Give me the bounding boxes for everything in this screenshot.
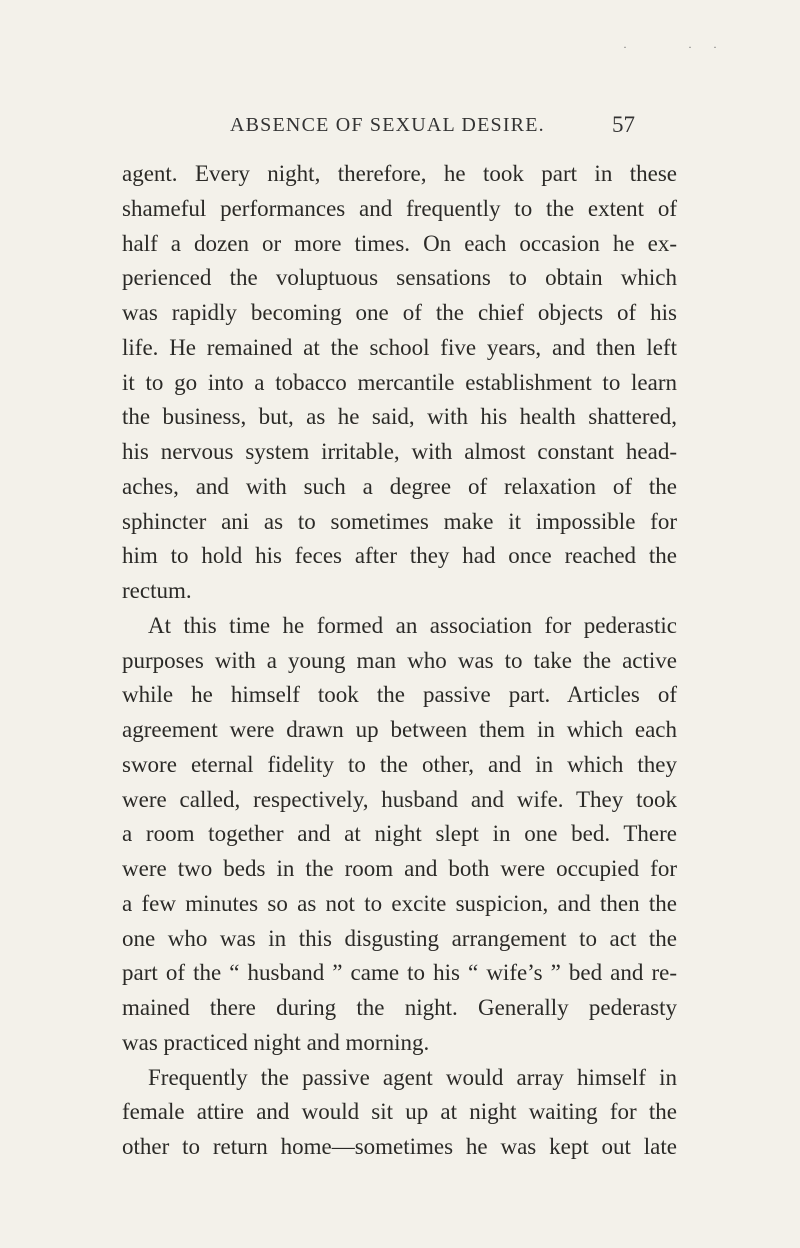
text-line: was practiced night and morning. xyxy=(122,1029,430,1055)
text-line: one who was in this disgusting arrangement to act the xyxy=(122,925,677,951)
text-line: sphincter ani as to sometimes make it impossible for xyxy=(122,508,677,534)
page-number: 57 xyxy=(612,112,635,137)
text-line: perienced the voluptuous sensations to obtain which xyxy=(122,265,677,291)
text-line: were called, respectively, husband and wife. They took xyxy=(122,786,677,812)
text-line: At this time he formed an association for pederastic xyxy=(148,612,677,638)
body-text xyxy=(122,157,677,1165)
text-line: half a dozen or more times. On each occasion he ex- xyxy=(122,230,677,256)
text-line: female attire and would sit up at night waiting for the xyxy=(122,1099,677,1125)
page-speck: · xyxy=(623,40,627,54)
text-line: agent. Every night, therefore, he took part in these xyxy=(122,161,677,186)
page-speck: · xyxy=(688,40,692,54)
text-line: mained there during the night. Generally pederasty xyxy=(122,995,677,1020)
text-line: it to go into a tobacco mercantile establishment to learn xyxy=(122,369,677,395)
text-line: life. He remained at the school five years, and then left xyxy=(122,334,677,360)
text-line: the business, but, as he said, with his health shattered, xyxy=(122,404,677,430)
text-line: purposes with a young man who was to take the active xyxy=(122,647,677,673)
text-line: Frequently the passive agent would array himself in xyxy=(148,1064,677,1090)
text-line: were two beds in the room and both were occupied for xyxy=(122,856,677,881)
page-speck: · xyxy=(713,40,717,54)
text-line: agreement were drawn up between them in which each xyxy=(122,717,677,742)
text-line: rectum. xyxy=(122,578,192,603)
text-line: a few minutes so as not to excite suspicion, and then the xyxy=(122,890,677,916)
text-line: shameful performances and frequently to the extent of xyxy=(122,195,677,221)
text-line: aches, and with such a degree of relaxation of the xyxy=(122,473,677,499)
text-line: him to hold his feces after they had once reached the xyxy=(122,543,677,569)
text-line: was rapidly becoming one of the chief objects of his xyxy=(122,300,677,325)
text-line: part of the “ husband ” came to his “ wife’s ” bed and re- xyxy=(122,960,677,986)
text-line: his nervous system irritable, with almost constant head- xyxy=(122,439,677,464)
text-line: a room together and at night slept in one bed. There xyxy=(122,821,677,847)
text-line: while he himself took the passive part. Articles of xyxy=(122,682,677,708)
text-line: swore eternal fidelity to the other, and in which they xyxy=(122,751,677,777)
text-line: other to return home—sometimes he was kept out late xyxy=(122,1134,677,1159)
running-head: ABSENCE OF SEXUAL DESIRE. xyxy=(230,114,545,136)
